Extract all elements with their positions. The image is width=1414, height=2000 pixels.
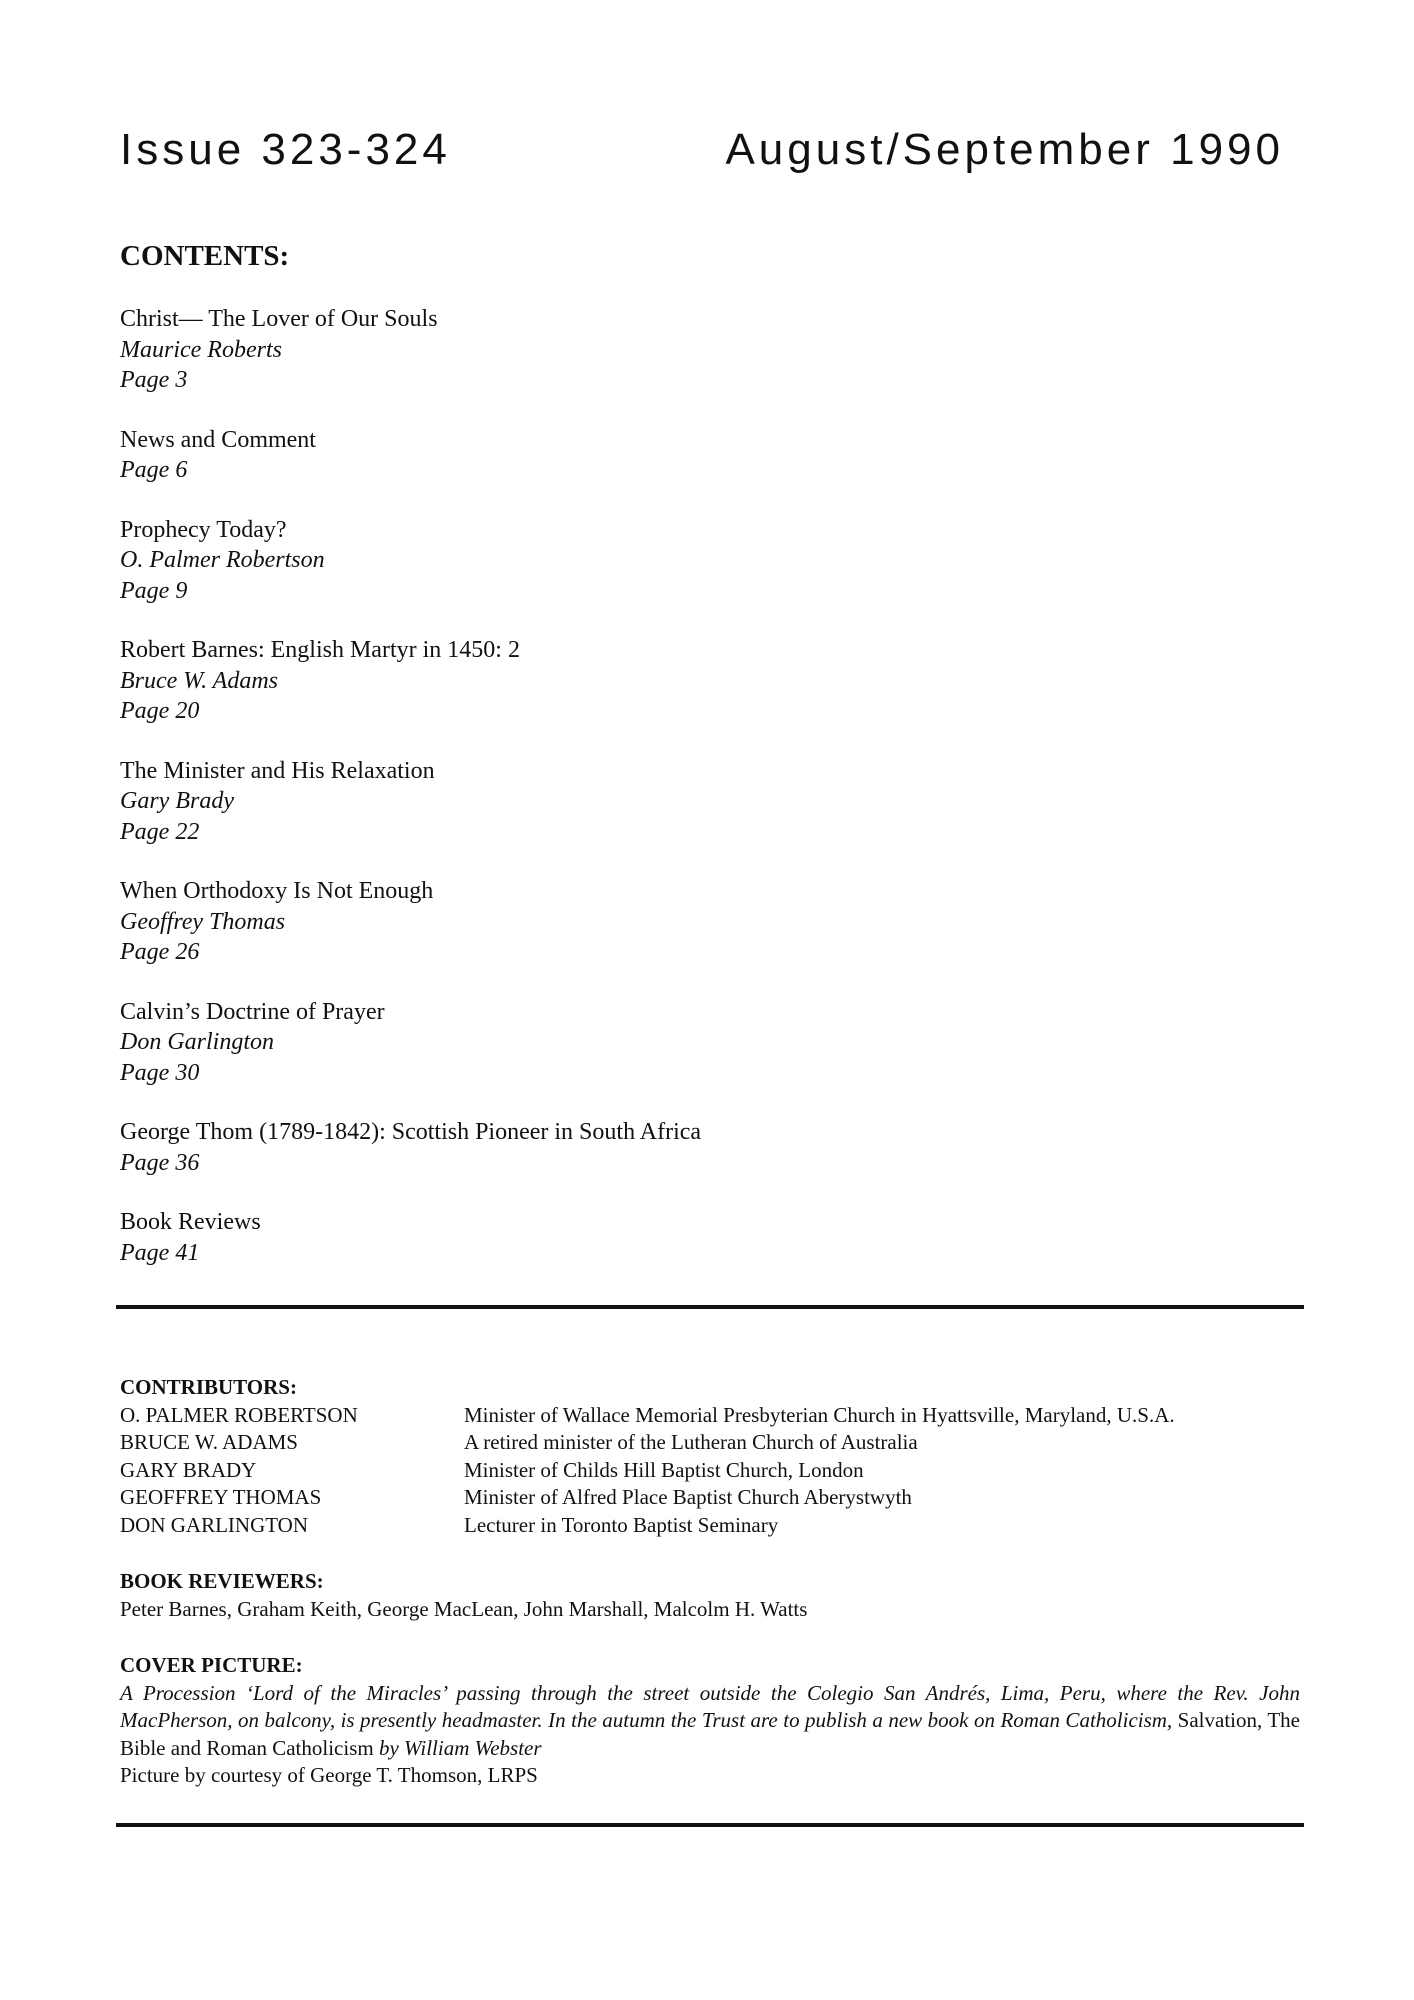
toc-entry-title: The Minister and His Relaxation <box>120 757 435 784</box>
contributors-section <box>120 1374 1300 1539</box>
cover-caption <box>120 1680 1300 1763</box>
toc-entry-page: Page 41 <box>120 1239 200 1266</box>
toc-entry-page: Page 36 <box>120 1149 200 1176</box>
toc-entry <box>120 1117 1220 1178</box>
toc-entry-author: Bruce W. Adams <box>120 667 278 694</box>
book-reviewers-section <box>120 1568 1300 1623</box>
toc-entry-title: Robert Barnes: English Martyr in 1450: 2 <box>120 637 520 663</box>
toc-entry <box>120 1207 1220 1268</box>
issue-number: Issue 323-324 <box>120 125 451 174</box>
contributor-name: GARY BRADY <box>120 1457 257 1482</box>
contributor-name: O. PALMER ROBERTSON <box>120 1402 358 1427</box>
contributor-description: A retired minister of the Lutheran Church of Australia <box>464 1430 918 1454</box>
cover-book-author: by William Webster <box>373 1735 542 1760</box>
contributor-row <box>120 1402 1300 1430</box>
toc-entry-page: Page 22 <box>120 818 200 845</box>
contributor-row <box>120 1457 1300 1485</box>
bottom-divider <box>116 1823 1304 1827</box>
contributor-name: DON GARLINGTON <box>120 1512 309 1537</box>
toc-entry <box>120 515 1220 607</box>
toc-entry-author: Gary Brady <box>120 788 234 814</box>
contributor-row <box>120 1429 1300 1457</box>
book-reviewers-names: Peter Barnes, Graham Keith, George MacLean, John Marshall, Malcolm H. Watts <box>120 1596 808 1621</box>
toc-entry <box>120 756 1220 848</box>
contributor-description: Minister of Childs Hill Baptist Church, London <box>464 1457 864 1482</box>
cover-picture-heading: COVER PICTURE: <box>120 1653 303 1677</box>
toc-entry-title: Calvin’s Doctrine of Prayer <box>120 998 385 1025</box>
toc-entry-title: News and Comment <box>120 426 316 453</box>
contributor-description: Minister of Wallace Memorial Presbyterian Church in Hyattsville, Maryland, U.S.A. <box>464 1402 1175 1427</box>
contributor-description: Minister of Alfred Place Baptist Church Aberystwyth <box>464 1485 912 1509</box>
toc-entry-title: Prophecy Today? <box>120 516 287 543</box>
toc-entry-title: George Thom (1789-1842): Scottish Pioneer in South Africa <box>120 1119 702 1145</box>
toc-entry-author: Maurice Roberts <box>120 336 282 363</box>
issue-date: August/September 1990 <box>725 125 1284 174</box>
cover-picture-section <box>120 1652 1300 1790</box>
contributor-row <box>120 1512 1300 1540</box>
toc-entry-page: Page 30 <box>120 1059 200 1086</box>
toc-entry <box>120 635 1220 727</box>
contributors-heading: CONTRIBUTORS: <box>120 1375 297 1399</box>
toc-entry <box>120 304 1220 396</box>
book-reviewers-heading: BOOK REVIEWERS: <box>120 1569 324 1593</box>
contributor-description: Lecturer in Toronto Baptist Seminary <box>464 1512 779 1537</box>
toc-entry <box>120 425 1220 486</box>
toc-entry-page: Page 3 <box>120 367 188 393</box>
toc-entry-title: Christ— The Lover of Our Souls <box>120 306 438 332</box>
toc-entry-author: Don Garlington <box>120 1029 275 1055</box>
toc-entry <box>120 876 1220 968</box>
contents-heading: CONTENTS: <box>120 240 290 272</box>
cover-book-title: Salvation, The Bible and Roman Catholicism <box>120 1708 1300 1760</box>
toc-entry-page: Page 26 <box>120 939 200 965</box>
issue-header <box>120 124 1284 176</box>
toc-entry <box>120 997 1220 1089</box>
contributor-name: BRUCE W. ADAMS <box>120 1430 298 1454</box>
toc-entry-title: When Orthodoxy Is Not Enough <box>120 878 434 904</box>
toc-entry-page: Page 9 <box>120 577 188 604</box>
toc-entry-title: Book Reviews <box>120 1209 261 1235</box>
table-of-contents <box>120 304 1220 1297</box>
section-divider <box>116 1305 1304 1309</box>
toc-entry-page: Page 20 <box>120 698 200 724</box>
contributor-name: GEOFFREY THOMAS <box>120 1485 322 1509</box>
toc-entry-author: O. Palmer Robertson <box>120 547 325 573</box>
toc-entry-page: Page 6 <box>120 457 188 483</box>
toc-entry-author: Geoffrey Thomas <box>120 908 286 935</box>
cover-picture-credit: Picture by courtesy of George T. Thomson, LRPS <box>120 1763 538 1787</box>
cover-caption-text: A Procession ‘Lord of the Miracles’ passing through the street outside the Colegio San Andrés, Lima, Peru, where the Rev. John MacPherson, on balcony, is presently headmaster. In the autumn the Trust are to publish a new book on Roman Catholicism, <box>120 1680 1300 1732</box>
contributor-row <box>120 1484 1300 1512</box>
